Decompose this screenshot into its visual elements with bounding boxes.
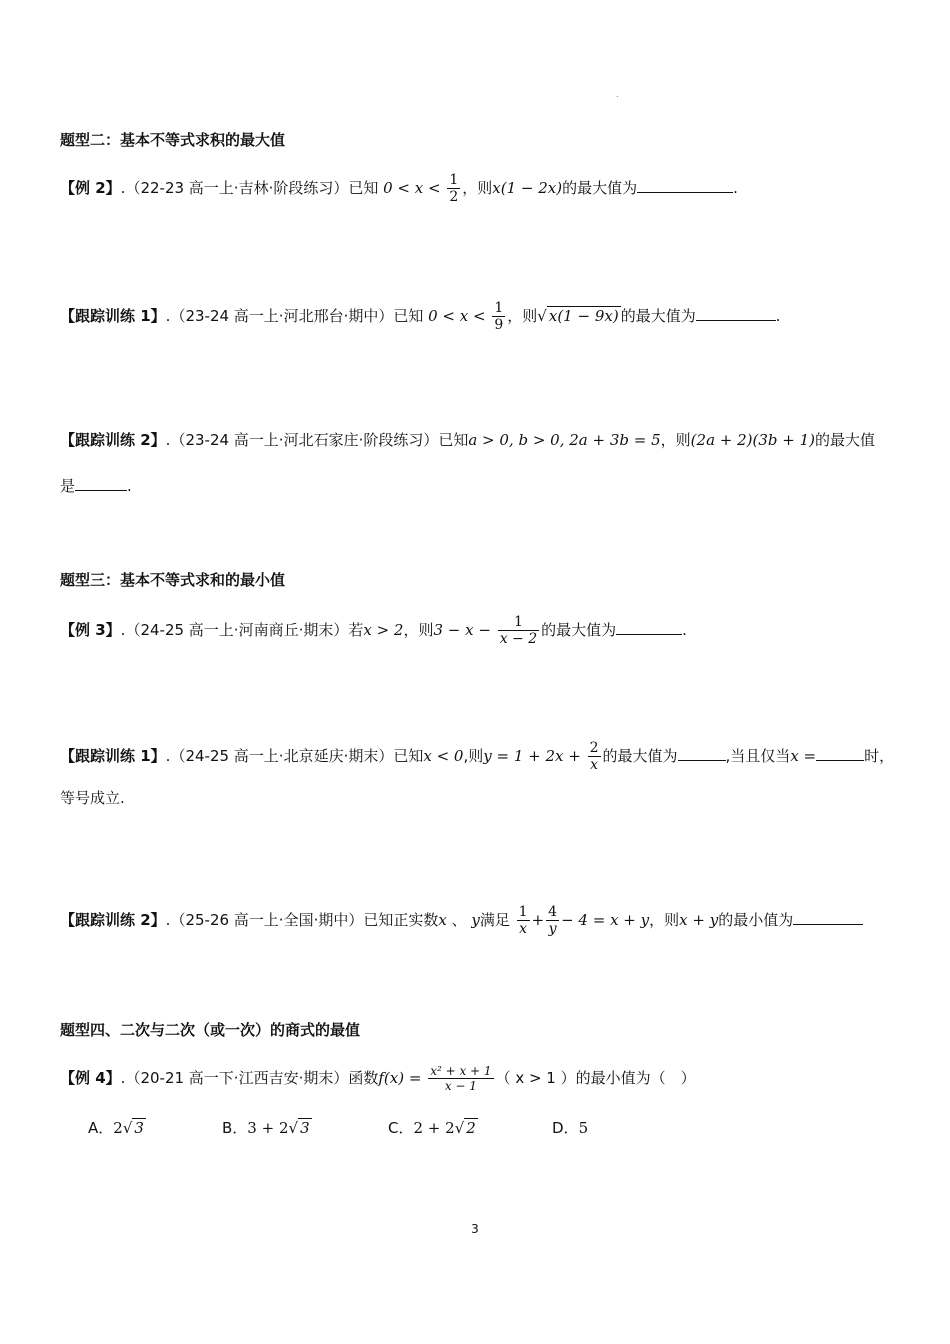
connector-text: ，则 [660, 431, 691, 449]
option-letter: B． [222, 1119, 248, 1137]
fraction-denominator: x [590, 757, 598, 773]
section-title-4: 题型四、二次与二次（或一次）的商式的最值 [60, 1021, 361, 1039]
connector-text: ,则 [463, 747, 484, 765]
question-text: 的最小值为（ ） [575, 1069, 696, 1087]
problem-source: .（24-25 高一上·河南商丘·期末）若 [120, 621, 364, 639]
answer-blank[interactable] [75, 474, 127, 491]
continuation-text: 是 [60, 477, 76, 495]
fraction-numerator: 2 [589, 740, 599, 756]
sqrt-expression: √ 3 [288, 1119, 310, 1137]
connector-text-2: ，则 [649, 911, 680, 929]
problem-tracking-1b [60, 740, 902, 773]
problem-label: 【跟踪训练 2】 [60, 911, 166, 929]
fraction-denominator: 2 [449, 189, 459, 205]
function-name: f(x) = [378, 1069, 422, 1087]
expression: x + y [679, 911, 719, 929]
answer-blank[interactable] [793, 908, 863, 925]
problem-label: 【跟踪训练 1】 [60, 307, 166, 325]
question-text: 的最大值为 [562, 179, 638, 197]
fraction [498, 614, 539, 647]
sqrt-expression: √ 2 [454, 1119, 476, 1137]
answer-blank-2[interactable] [816, 744, 864, 761]
problem-tracking-1b-cont: 等号成立. [60, 789, 125, 807]
fraction-denominator: y [548, 921, 557, 937]
problem-source: .（25-26 高一上·全国·期中）已知正实数 [165, 911, 439, 929]
fraction-numerator: 1 [498, 614, 539, 631]
answer-blank[interactable] [637, 176, 733, 193]
end-mark: . [127, 477, 132, 495]
problem-label: 【例 3】 [60, 621, 121, 639]
fraction-2 [546, 904, 559, 937]
option-letter: A． [88, 1119, 114, 1137]
radicand: 3 [300, 1119, 310, 1137]
problem-label: 【跟踪训练 2】 [60, 431, 166, 449]
option-value: 3 + 2 [247, 1119, 289, 1137]
page-number: 3 [471, 1222, 479, 1236]
problem-tracking-2a-cont [60, 474, 132, 498]
problem-source: .（22-23 高一上·吉林·阶段练习）已知 [120, 179, 379, 197]
fraction-1 [517, 904, 530, 937]
fraction [447, 172, 460, 205]
problem-source: .（24-25 高一上·北京延庆·期末）已知 [165, 747, 424, 765]
question-text: 的最大值为 [602, 747, 678, 765]
question-text: 的最小值为 [718, 911, 794, 929]
problem-label: 【例 2】 [60, 179, 121, 197]
question-text: 的最大值为 [620, 307, 696, 325]
condition: x < 0 [423, 747, 464, 765]
problem-tracking-1a [60, 300, 902, 333]
sqrt-expression: √ 3 [122, 1119, 144, 1137]
problem-tracking-2a [60, 428, 902, 452]
condition: x > 2 [363, 621, 404, 639]
fraction-denominator: x [519, 921, 528, 937]
problem-tracking-2b [60, 904, 902, 937]
section-title-3: 题型三：基本不等式求和的最小值 [60, 571, 286, 589]
condition: 0 < x < [383, 179, 441, 197]
variable: x = [790, 747, 817, 765]
problem-example-3 [60, 614, 902, 647]
question-text: 的最大值 [815, 431, 876, 449]
option-a[interactable] [88, 1116, 146, 1140]
answer-blank[interactable] [616, 618, 682, 635]
end-mark: . [733, 179, 738, 197]
option-c[interactable] [388, 1116, 478, 1140]
problem-example-2 [60, 172, 902, 205]
connector-text: 满足 [479, 911, 510, 929]
connector-text: ，则 [403, 621, 434, 639]
problem-example-4 [60, 1064, 902, 1093]
fraction-numerator: 1 [449, 172, 459, 188]
question-text: 的最大值为 [541, 621, 617, 639]
end-mark: . [775, 307, 781, 325]
option-value: 2 + 2 [413, 1119, 455, 1137]
fraction-denominator: x − 1 [444, 1079, 477, 1093]
connector-text: ,当且仅当 [725, 747, 791, 765]
expression: y = 1 + 2x + [483, 747, 581, 765]
fraction-numerator: 1 [518, 904, 528, 920]
fraction-denominator: 9 [494, 317, 504, 333]
option-d[interactable] [552, 1116, 588, 1140]
problem-label: 【例 4】 [60, 1069, 121, 1087]
expression: 3 − x − [433, 621, 491, 639]
variable: x [438, 911, 447, 929]
condition: 0 < x < [428, 307, 486, 325]
option-value: 5 [578, 1119, 589, 1137]
radicand: 2 [466, 1119, 476, 1137]
connector-text: ，则 [507, 307, 538, 325]
problem-source: .（23-24 高一上·河北石家庄·阶段练习）已知 [165, 431, 469, 449]
problem-label: 【跟踪训练 1】 [60, 747, 166, 765]
option-letter: C． [388, 1119, 414, 1137]
option-letter: D． [552, 1119, 579, 1137]
answer-blank[interactable] [678, 744, 726, 761]
section-title-2: 题型二：基本不等式求积的最大值 [60, 131, 286, 149]
variable-2: y [471, 911, 480, 929]
condition: a > 0, b > 0, 2a + 3b = 5 [468, 431, 661, 449]
expression: (2a + 2)(3b + 1) [690, 431, 816, 449]
fraction-denominator: x − 2 [499, 631, 538, 647]
sqrt-expression: √ x(1 − 9x) [537, 307, 619, 325]
fraction [588, 740, 601, 773]
question-text-2: 时， [864, 747, 895, 765]
fraction [492, 300, 505, 333]
radicand: 3 [134, 1119, 144, 1137]
connector-text: ，则 [462, 179, 493, 197]
fraction-numerator: 4 [548, 904, 558, 920]
fraction-numerator: x² + x + 1 [430, 1064, 492, 1078]
condition: （ x > 1 ） [495, 1069, 576, 1087]
problem-source: .（23-24 高一上·河北邢台·期中）已知 [165, 307, 424, 325]
equation: − 4 = x + y [561, 911, 650, 929]
fraction [428, 1064, 493, 1093]
answer-blank[interactable] [696, 304, 776, 321]
end-mark: . [682, 621, 687, 639]
expression: x(1 − 2x) [492, 179, 563, 197]
radicand: x(1 − 9x) [548, 307, 619, 325]
option-value: 2 [113, 1119, 123, 1137]
problem-source: .（20-21 高一下·江西吉安·期末）函数 [120, 1069, 379, 1087]
top-dot: . [616, 90, 619, 99]
option-b[interactable] [222, 1116, 312, 1140]
fraction-numerator: 1 [494, 300, 504, 316]
separator: 、 [451, 911, 467, 929]
plus-sign: + [531, 911, 545, 929]
